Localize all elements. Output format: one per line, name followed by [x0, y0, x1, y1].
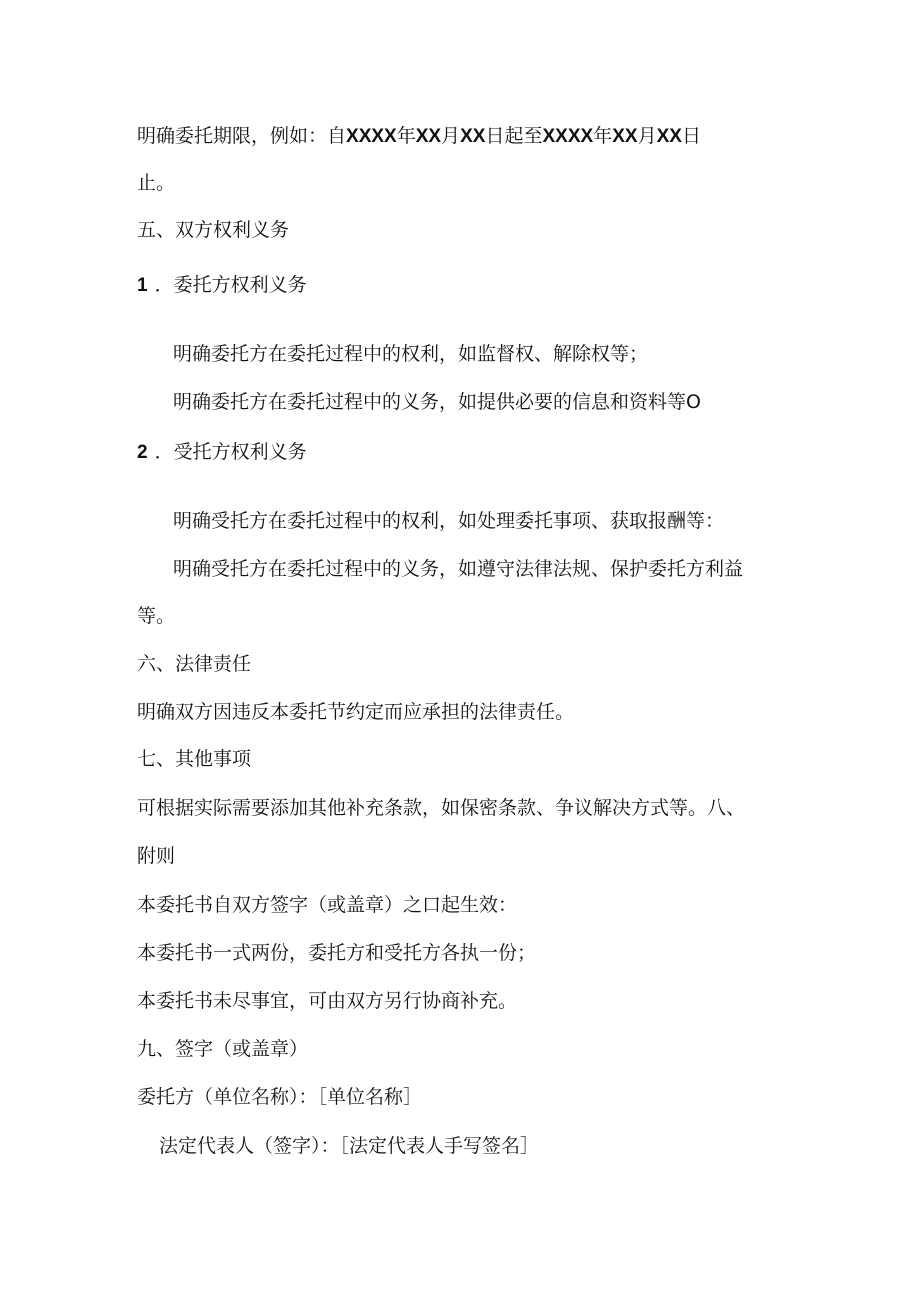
section-6-body: 明确双方因违反本委托节约定而应承担的法律责任。 [137, 701, 575, 723]
term-line [137, 123, 701, 150]
section-5-sub-1-heading [137, 272, 307, 299]
placeholder-day-2: XX [656, 126, 682, 147]
sub-1-item-duties: 明确委托方在委托过程中的义务，如提供必要的信息和资料等O [173, 391, 701, 413]
section-7-heading: 七、其他事项 [137, 748, 252, 770]
section-7-body-line-1: 可根据实际需要添加其他补充条款，如保密条款、争议解决方式等。八、 [137, 797, 746, 819]
appendix-item-effective: 本委托书自双方签字（或盖章）之口起生效： [137, 894, 518, 916]
appendix-item-supplement: 本委托书未尽事宜，可由双方另行协商补充。 [137, 990, 518, 1012]
section-7-body-line-2: 附则 [137, 845, 176, 867]
sub-2-number: 2 [137, 442, 148, 463]
placeholder-year-1: XXXX [346, 126, 397, 147]
placeholder-month-2: XX [612, 126, 638, 147]
principal-line: 委托方（单位名称）：［单位名称］ [137, 1086, 423, 1108]
term-text-prefix: 明确委托期限，例如：自 [137, 125, 347, 147]
sub-2-continuation: 等。 [137, 605, 176, 627]
term-month-2: 月 [637, 125, 657, 147]
section-9-heading: 九、签字（或盖章） [137, 1038, 309, 1060]
section-6-heading: 六、法律责任 [137, 653, 252, 675]
term-day-end: 日 [681, 125, 701, 147]
appendix-item-copies: 本委托书一式两份，委托方和受托方各执一份； [137, 942, 537, 964]
term-day-mid: 日起至 [485, 125, 543, 147]
sub-1-title: ．委托方权利义务 [154, 274, 307, 296]
placeholder-month-1: XX [415, 126, 442, 147]
term-year-1: 年 [396, 125, 416, 147]
section-5-sub-2-heading [137, 439, 307, 466]
section-5-heading: 五、双方权利义务 [137, 219, 290, 241]
placeholder-day-1: XX [460, 126, 486, 147]
term-month-1: 月 [441, 125, 461, 147]
sub-1-item-rights: 明确委托方在委托过程中的权利，如监督权、解除权等； [173, 343, 649, 365]
sub-1-number: 1 [137, 275, 148, 296]
representative-line: 法定代表人（签字）：［法定代表人手写签名］ [159, 1135, 540, 1157]
sub-2-title: ．受托方权利义务 [154, 441, 307, 463]
term-year-2: 年 [593, 125, 613, 147]
term-continuation: 止。 [137, 172, 176, 194]
sub-2-item-duties: 明确受托方在委托过程中的义务，如遵守法律法规、保护委托方利益 [173, 558, 744, 580]
sub-2-item-rights: 明确受托方在委托过程中的权利，如处理委托事项、获取报酬等： [173, 510, 725, 532]
placeholder-year-2: XXXX [542, 126, 594, 147]
